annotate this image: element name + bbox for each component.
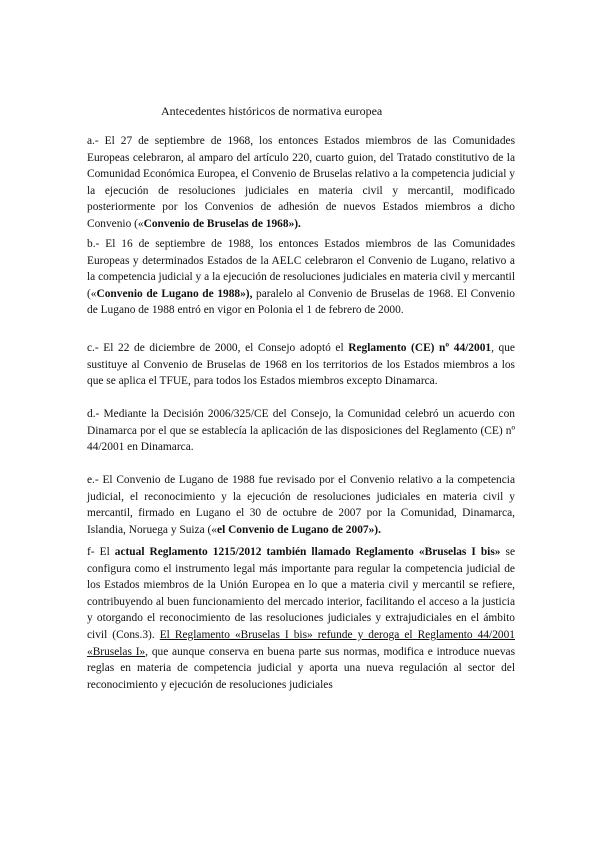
paragraph-a <box>87 133 515 233</box>
paragraph-c-after: , que sustituye al Convenio de Bruselas de 1968 en los territorios de los Estados miembros a los que se aplica el TFUE, para todos los Estados miembros excepto Dinamarca. <box>87 342 515 388</box>
paragraph-e-bold: el Convenio de Lugano de 2007»). <box>217 523 381 536</box>
paragraph-a-text: a.- El 27 de septiembre de 1968, los entonces Estados miembros de las Comunidades Europeas celebraron, al amparo del artículo 220, cuarto guion, del Tratado constitutivo de la Comunidad Económica Europea, el Convenio de Bruselas relativo a la competencia judicial y la ejecución de resoluciones judiciales en materia civil y mercantil, modificado posteriormente por los Convenios de adhesión de nuevos Estados miembros a dicho Convenio (« <box>87 135 515 230</box>
document-title: Antecedentes históricos de normativa europea <box>161 104 383 118</box>
paragraph-b <box>87 236 515 319</box>
paragraph-c-bold: Reglamento (CE) nº 44/2001 <box>348 342 492 354</box>
paragraph-b-after: paralelo al Convenio de Bruselas de 1968. El Convenio de Lugano de 1988 entró en vigor en Polonia el 1 de febrero de 2000. <box>87 287 515 317</box>
paragraph-d-text: d.- Mediante la Decisión 2006/325/CE del Consejo, la Comunidad celebró un acuerdo con Dinamarca por el que se establecía la aplicación de las disposiciones del Reglamento (CE) nº 44/2001 en Dinamarca. <box>87 408 515 454</box>
paragraph-f <box>87 544 515 693</box>
paragraph-a-bold: Convenio de Bruselas de 1968»). <box>143 217 301 230</box>
paragraph-c-text: c.- El 22 de diciembre de 2000, el Consejo adoptó el <box>87 342 349 354</box>
paragraph-e-text: e.- El Convenio de Lugano de 1988 fue revisado por el Convenio relativo a la competencia judicial, el reconocimiento y la ejecución de resoluciones judiciales en materia civil y mercantil, firmado en Lugano el 30 de octubre de 2007 por la Comunidad, Dinamarca, Islandia, Noruega y Suiza (« <box>87 474 515 536</box>
paragraph-b-text: b.- El 16 de septiembre de 1988, los entonces Estados miembros de las Comunidades Europeas y determinados Estados de la AELC celebraron el Convenio de Lugano, relativo a la competencia judicial y a la ejecución de resoluciones judiciales en materia civil y mercantil (« <box>87 238 515 300</box>
paragraph-f-text: f- El <box>87 546 115 558</box>
paragraph-e <box>87 472 515 538</box>
paragraph-f-bold: actual Reglamento 1215/2012 también llamado Reglamento «Bruselas I bis» <box>114 546 501 558</box>
paragraph-f-middle: se configura como el instrumento legal más importante para regular la competencia judicial de los Estados miembros de la Unión Europea en lo que a materia civil y mercantil se refiere, contribuyendo al buen funcionamiento del mercado interior, facilitando el acceso a la justicia y otorgando el reconocimiento de las resoluciones judiciales y extrajudiciales en el ámbito civil (Cons.3). <box>87 546 515 641</box>
paragraph-c <box>87 340 515 390</box>
paragraph-d <box>87 406 515 456</box>
paragraph-b-bold: Convenio de Lugano de 1988»), <box>96 287 253 300</box>
paragraph-f-after: que aunque conserva en buena parte sus normas, modifica e introduce nuevas reglas en materia de competencia judicial y aporta una nueva regulación al sector del reconocimiento y ejecución de resoluciones judiciales <box>87 645 515 691</box>
paragraph-f-underline: El Reglamento «Bruselas I bis» refunde y deroga el Reglamento 44/2001 «Bruselas I», <box>87 628 515 658</box>
